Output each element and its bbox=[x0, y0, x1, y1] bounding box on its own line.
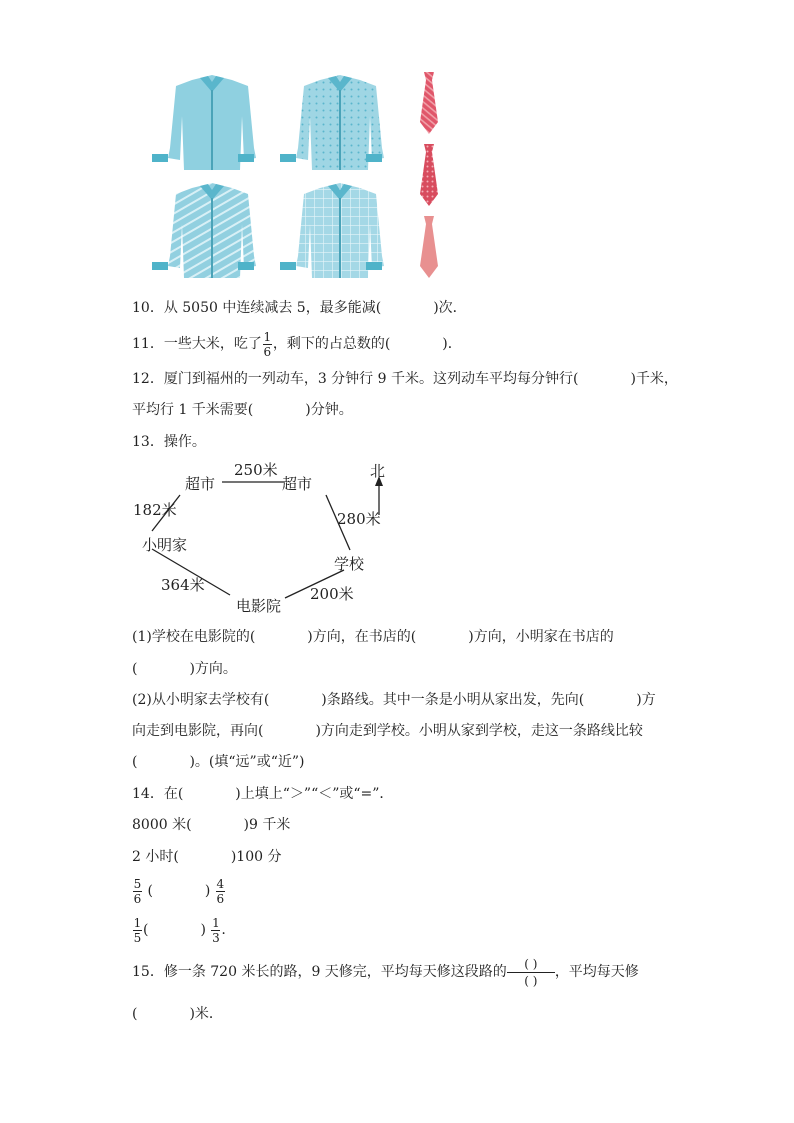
question-13-2-line-1: (2)从小明家去学校有( )条路线。其中一条是小明从家出发，先向( )方 bbox=[132, 692, 656, 708]
question-10: 10．从 5050 中连续减去 5，最多能减( )次． bbox=[132, 300, 467, 316]
question-14-row-1: 8000 米( )9 千米 bbox=[132, 817, 291, 833]
label-distance-top: 250米 bbox=[234, 461, 278, 479]
shirt-plain bbox=[152, 75, 256, 170]
shirt-striped bbox=[152, 183, 256, 278]
label-cinema: 电影院 bbox=[236, 597, 282, 615]
label-distance-bottom: 200米 bbox=[310, 585, 354, 603]
question-12-line-1: 12．厦门到福州的一列动车，3 分钟行 9 千米。这列动车平均每分钟行( )千米， bbox=[132, 371, 678, 387]
question-11: 11．一些大米，吃了 $\frac{1}{6}$ ，剩下的占总数的( )． bbox=[132, 329, 462, 359]
clothing-illustration bbox=[150, 72, 450, 282]
fraction: $\frac{1}{6}$ bbox=[263, 329, 272, 359]
fraction-answer-blank[interactable]: $\frac{( )}{( )}$ bbox=[507, 957, 555, 988]
tie-dotted bbox=[420, 144, 438, 206]
label-supermarket-left: 超市 bbox=[185, 475, 216, 493]
fraction: $\frac{5}{6}$ bbox=[133, 876, 142, 906]
question-14: 14．在( )上填上“＞”“＜”或“=”． bbox=[132, 786, 394, 802]
question-14-row-3: $\frac{5}{6}$ ( ) $\frac{4}{6}$ bbox=[133, 876, 225, 906]
tie-striped bbox=[420, 72, 438, 134]
label-supermarket-right: 超市 bbox=[282, 475, 313, 493]
fraction: $\frac{1}{3}$ bbox=[212, 915, 220, 945]
question-15-line-1: 15．修一条 720 米长的路，9 天修完，平均每天修这段路的 $\frac{( )}{( )}$ ，平均每天修 bbox=[132, 956, 639, 988]
question-14-row-4: $\frac{1}{5}$ ( ) $\frac{1}{3}$ . bbox=[133, 915, 226, 945]
label-school: 学校 bbox=[334, 555, 365, 573]
label-distance-left-lower: 364米 bbox=[161, 576, 205, 594]
question-14-row-2: 2 小时( )100 分 bbox=[132, 849, 282, 865]
label-north: 北 bbox=[370, 462, 386, 480]
question-12-line-2: 平均行 1 千米需要( )分钟。 bbox=[132, 402, 353, 418]
question-15-line-2: ( )米． bbox=[132, 1006, 223, 1022]
label-home: 小明家 bbox=[142, 536, 188, 554]
question-13-1-line-2: ( )方向。 bbox=[132, 661, 237, 677]
shirt-checked bbox=[280, 183, 384, 278]
route-map bbox=[130, 455, 390, 620]
question-13-1-line-1: (1)学校在电影院的( )方向，在书店的( )方向，小明家在书店的 bbox=[132, 629, 614, 645]
question-13-2-line-2: 向走到电影院，再向( )方向走到学校。小明从家到学校，走这一条路线比较 bbox=[132, 723, 643, 739]
label-distance-right-upper: 280米 bbox=[337, 510, 381, 528]
shirt-dotted bbox=[280, 75, 384, 170]
fraction: $\frac{1}{5}$ bbox=[133, 915, 142, 945]
tie-plain bbox=[420, 216, 438, 278]
question-13: 13．操作。 bbox=[132, 434, 206, 450]
question-13-2-line-3: ( )。(填“远”或“近”) bbox=[132, 754, 305, 770]
label-distance-left-upper: 182米 bbox=[133, 501, 177, 519]
fraction: $\frac{4}{6}$ bbox=[216, 876, 225, 906]
